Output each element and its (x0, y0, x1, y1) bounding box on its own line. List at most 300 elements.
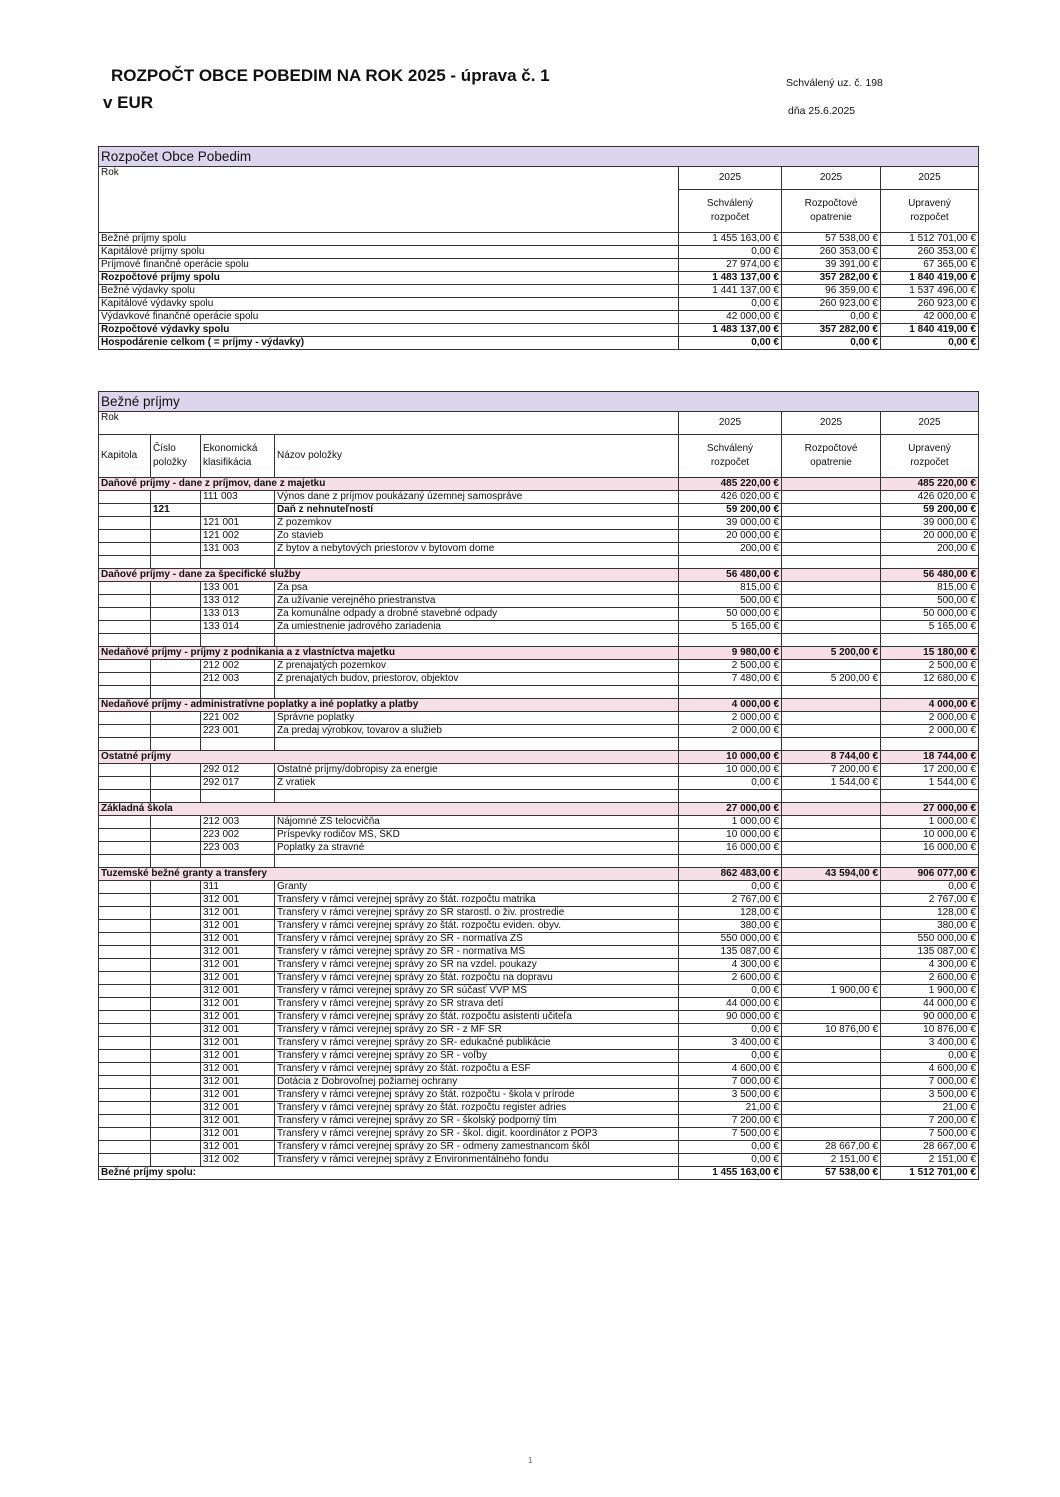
budget-adjustment-value: 57 538,00 € (782, 233, 881, 246)
summary-rok-label: Rok (99, 167, 679, 233)
empty-cell (679, 634, 782, 647)
item-name: Transfery v rámci verejnej správy zo ŠR - z MF SR (275, 1024, 679, 1037)
economic-classification: 312 001 (201, 1011, 275, 1024)
item-number (151, 816, 201, 829)
adjusted-budget-value: 7 200,00 € (881, 1115, 979, 1128)
table-row (99, 712, 979, 725)
budget-adjustment-value (782, 842, 881, 855)
budget-adjustment-value: 1 544,00 € (782, 777, 881, 790)
item-number: 121 (151, 504, 201, 517)
economic-classification: 133 013 (201, 608, 275, 621)
kapitola-cell (99, 959, 151, 972)
approved-budget-value: 50 000,00 € (679, 608, 782, 621)
kapitola-cell (99, 1011, 151, 1024)
spacer-row (99, 686, 979, 699)
economic-classification: 312 001 (201, 1063, 275, 1076)
approved-budget-value: 0,00 € (679, 246, 782, 259)
empty-cell (679, 790, 782, 803)
kapitola-cell (99, 660, 151, 673)
adjusted-budget-value: 67 365,00 € (881, 259, 979, 272)
item-number (151, 777, 201, 790)
kapitola-cell (99, 1154, 151, 1167)
table-row (99, 933, 979, 946)
table-row (99, 233, 979, 246)
economic-classification: 133 012 (201, 595, 275, 608)
economic-classification: 312 001 (201, 972, 275, 985)
adjusted-budget-value: 3 400,00 € (881, 1037, 979, 1050)
economic-classification: 312 001 (201, 1050, 275, 1063)
category-row (99, 751, 979, 764)
adjusted-budget-value: 0,00 € (881, 881, 979, 894)
item-number (151, 1089, 201, 1102)
adjusted-budget-value: 90 000,00 € (881, 1011, 979, 1024)
budget-adjustment-value (782, 803, 881, 816)
adjusted-budget-value: 28 667,00 € (881, 1141, 979, 1154)
economic-classification: 312 001 (201, 1089, 275, 1102)
adjusted-budget-value: 380,00 € (881, 920, 979, 933)
approved-budget-value: 500,00 € (679, 595, 782, 608)
kapitola-cell (99, 712, 151, 725)
approved-budget-value: 4 300,00 € (679, 959, 782, 972)
empty-cell (782, 634, 881, 647)
item-number (151, 621, 201, 634)
table-row (99, 311, 979, 324)
item-name: Príspevky rodičov MŠ, ŠKD (275, 829, 679, 842)
row-label: Kapitálové príjmy spolu (99, 246, 679, 259)
adjusted-budget-value: 56 480,00 € (881, 569, 979, 582)
currency-unit: v EUR (103, 93, 154, 112)
adjusted-budget-value: 260 353,00 € (881, 246, 979, 259)
kapitola-cell (99, 894, 151, 907)
budget-adjustment-value: 2 151,00 € (782, 1154, 881, 1167)
empty-cell (99, 686, 151, 699)
economic-classification: 312 001 (201, 1141, 275, 1154)
budget-adjustment-value: 5 200,00 € (782, 647, 881, 660)
table-row (99, 608, 979, 621)
item-number (151, 959, 201, 972)
item-name: Transfery v rámci verejnej správy zo ŠR - škol. digit. koordinátor z POP3 (275, 1128, 679, 1141)
adjusted-budget-value: 10 876,00 € (881, 1024, 979, 1037)
economic-classification: 312 001 (201, 946, 275, 959)
kapitola-cell (99, 1050, 151, 1063)
adjusted-budget-value: 17 200,00 € (881, 764, 979, 777)
economic-classification: 312 001 (201, 1128, 275, 1141)
approved-budget-value: 0,00 € (679, 777, 782, 790)
budget-adjustment-value (782, 517, 881, 530)
adjusted-budget-value: 260 923,00 € (881, 298, 979, 311)
approved-budget-value: 1 483 137,00 € (679, 324, 782, 337)
budget-adjustment-value: 0,00 € (782, 337, 881, 350)
kapitola-cell (99, 1128, 151, 1141)
item-name: Transfery v rámci verejnej správy zo ŠR- edukačné publikácie (275, 1037, 679, 1050)
table-row (99, 1089, 979, 1102)
budget-adjustment-value (782, 725, 881, 738)
budget-adjustment-value: 5 200,00 € (782, 673, 881, 686)
category-name: Ostatné príjmy (99, 751, 679, 764)
item-number (151, 985, 201, 998)
economic-classification: 111 003 (201, 491, 275, 504)
item-number (151, 1141, 201, 1154)
income-col-header: Schválený rozpočet (679, 435, 782, 478)
table-row (99, 246, 979, 259)
approved-budget-value: 2 000,00 € (679, 725, 782, 738)
budget-adjustment-value (782, 1128, 881, 1141)
adjusted-budget-value: 2 600,00 € (881, 972, 979, 985)
economic-classification: 121 002 (201, 530, 275, 543)
table-row (99, 907, 979, 920)
economic-classification: 212 002 (201, 660, 275, 673)
spacer-row (99, 855, 979, 868)
table-row (99, 1141, 979, 1154)
approved-budget-value: 0,00 € (679, 1141, 782, 1154)
table-row (99, 673, 979, 686)
economic-classification: 292 017 (201, 777, 275, 790)
spacer-row (99, 790, 979, 803)
empty-cell (151, 790, 201, 803)
table-row (99, 725, 979, 738)
budget-adjustment-value (782, 959, 881, 972)
item-name: Transfery v rámci verejnej správy zo ŠR - normatíva MŠ (275, 946, 679, 959)
row-label: Príjmové finančné operácie spolu (99, 259, 679, 272)
adjusted-budget-value: 4 600,00 € (881, 1063, 979, 1076)
row-label: Rozpočtové príjmy spolu (99, 272, 679, 285)
table-row (99, 985, 979, 998)
approved-budget-value: 7 480,00 € (679, 673, 782, 686)
empty-cell (201, 738, 275, 751)
empty-cell (782, 686, 881, 699)
kapitola-cell (99, 1141, 151, 1154)
budget-adjustment-value (782, 569, 881, 582)
item-number (151, 933, 201, 946)
adjusted-budget-value: 1 537 496,00 € (881, 285, 979, 298)
approved-budget-value: 10 000,00 € (679, 829, 782, 842)
row-label: Bežné výdavky spolu (99, 285, 679, 298)
table-row (99, 595, 979, 608)
approved-budget-value: 2 767,00 € (679, 894, 782, 907)
approved-budget-value: 5 165,00 € (679, 621, 782, 634)
kapitola-cell (99, 530, 151, 543)
table-row (99, 324, 979, 337)
adjusted-budget-value: 0,00 € (881, 1050, 979, 1063)
table-row (99, 829, 979, 842)
table-row (99, 1115, 979, 1128)
approved-budget-value: 2 600,00 € (679, 972, 782, 985)
budget-adjustment-value: 357 282,00 € (782, 272, 881, 285)
budget-adjustment-value (782, 1102, 881, 1115)
spacer-row (99, 634, 979, 647)
approved-budget-value: 39 000,00 € (679, 517, 782, 530)
item-name: Za užívanie verejného priestranstva (275, 595, 679, 608)
table-row (99, 1102, 979, 1115)
approved-budget-value: 1 000,00 € (679, 816, 782, 829)
budget-adjustment-value (782, 621, 881, 634)
economic-classification: 312 001 (201, 933, 275, 946)
adjusted-budget-value: 815,00 € (881, 582, 979, 595)
item-number (151, 608, 201, 621)
economic-classification: 311 (201, 881, 275, 894)
item-name: Transfery v rámci verejnej správy zo ŠR - školský podporný tím (275, 1115, 679, 1128)
item-name: Transfery v rámci verejnej správy zo ŠR - normatíva ZŠ (275, 933, 679, 946)
approved-budget-value: 7 000,00 € (679, 1076, 782, 1089)
empty-cell (99, 738, 151, 751)
item-number (151, 725, 201, 738)
economic-classification: 312 001 (201, 1037, 275, 1050)
item-name: Transfery v rámci verejnej správy zo štát. rozpočtu - škola v prírode (275, 1089, 679, 1102)
row-label: Kapitálové výdavky spolu (99, 298, 679, 311)
approved-budget-value: 44 000,00 € (679, 998, 782, 1011)
approval-resolution: Schválený uz. č. 198 (786, 77, 883, 89)
kapitola-cell (99, 1063, 151, 1076)
approved-budget-value: 90 000,00 € (679, 1011, 782, 1024)
table-row (99, 1063, 979, 1076)
item-name: Transfery v rámci verejnej správy zo štát. rozpočtu a ESF (275, 1063, 679, 1076)
adjusted-budget-value: 1 900,00 € (881, 985, 979, 998)
empty-cell (881, 790, 979, 803)
item-number (151, 673, 201, 686)
budget-adjustment-value: 260 353,00 € (782, 246, 881, 259)
approved-budget-value: 0,00 € (679, 985, 782, 998)
summary-title: Rozpočet Obce Pobedim (99, 147, 979, 167)
empty-cell (881, 556, 979, 569)
category-row (99, 647, 979, 660)
adjusted-budget-value: 5 165,00 € (881, 621, 979, 634)
adjusted-budget-value: 12 680,00 € (881, 673, 979, 686)
item-name: Z pozemkov (275, 517, 679, 530)
table-row (99, 530, 979, 543)
kapitola-cell (99, 621, 151, 634)
item-name: Z prenajatých budov, priestorov, objektov (275, 673, 679, 686)
adjusted-budget-value: 3 500,00 € (881, 1089, 979, 1102)
budget-adjustment-value: 260 923,00 € (782, 298, 881, 311)
item-name: Transfery v rámci verejnej správy zo štát. rozpočtu register adries (275, 1102, 679, 1115)
income-title: Bežné príjmy (99, 392, 979, 412)
kapitola-cell (99, 816, 151, 829)
adjusted-budget-value: 550 000,00 € (881, 933, 979, 946)
adjusted-budget-value: 426 020,00 € (881, 491, 979, 504)
adjusted-budget-value: 1 512 701,00 € (881, 233, 979, 246)
table-row (99, 298, 979, 311)
kapitola-cell (99, 842, 151, 855)
adjusted-budget-value: 10 000,00 € (881, 829, 979, 842)
empty-cell (881, 634, 979, 647)
adjusted-budget-value: 15 180,00 € (881, 647, 979, 660)
approved-budget-value: 9 980,00 € (679, 647, 782, 660)
adjusted-budget-value: 20 000,00 € (881, 530, 979, 543)
table-row (99, 491, 979, 504)
adjusted-budget-value: 1 840 419,00 € (881, 272, 979, 285)
kapitola-cell (99, 582, 151, 595)
col-ekonomicka-klasifikacia: Ekonomická klasifikácia (201, 435, 275, 478)
category-name: Tuzemské bežné granty a transfery (99, 868, 679, 881)
adjusted-budget-value: 42 000,00 € (881, 311, 979, 324)
adjusted-budget-value: 906 077,00 € (881, 868, 979, 881)
table-row (99, 337, 979, 350)
approved-budget-value: 0,00 € (679, 337, 782, 350)
table-row (99, 660, 979, 673)
adjusted-budget-value: 50 000,00 € (881, 608, 979, 621)
approved-budget-value: 0,00 € (679, 881, 782, 894)
budget-adjustment-value (782, 491, 881, 504)
table-row (99, 1128, 979, 1141)
item-name: Správne poplatky (275, 712, 679, 725)
summary-col-header: Schválený rozpočet (679, 190, 782, 233)
economic-classification: 223 003 (201, 842, 275, 855)
empty-cell (275, 634, 679, 647)
kapitola-cell (99, 933, 151, 946)
item-number (151, 881, 201, 894)
budget-adjustment-value (782, 829, 881, 842)
summary-col-header: Rozpočtové opatrenie (782, 190, 881, 233)
item-number (151, 842, 201, 855)
table-row (99, 1011, 979, 1024)
adjusted-budget-value: 500,00 € (881, 595, 979, 608)
item-number (151, 998, 201, 1011)
budget-adjustment-value (782, 1050, 881, 1063)
empty-cell (151, 634, 201, 647)
income-year: 2025 (881, 412, 979, 435)
budget-adjustment-value (782, 881, 881, 894)
income-col-header: Upravený rozpočet (881, 435, 979, 478)
economic-classification: 312 002 (201, 1154, 275, 1167)
item-name: Za umiestnenie jadrového zariadenia (275, 621, 679, 634)
item-number (151, 1128, 201, 1141)
kapitola-cell (99, 985, 151, 998)
item-name: Transfery v rámci verejnej správy z Environmentálneho fondu (275, 1154, 679, 1167)
kapitola-cell (99, 1024, 151, 1037)
item-name: Transfery v rámci verejnej správy zo ŠR - voľby (275, 1050, 679, 1063)
budget-adjustment-value: 57 538,00 € (782, 1167, 881, 1180)
item-number (151, 1011, 201, 1024)
item-name: Poplatky za stravné (275, 842, 679, 855)
budget-adjustment-value (782, 595, 881, 608)
item-number (151, 894, 201, 907)
table-row (99, 582, 979, 595)
empty-cell (881, 855, 979, 868)
item-name: Transfery v rámci verejnej správy zo štát. rozpočtu asistenti učiteľa (275, 1011, 679, 1024)
budget-adjustment-value (782, 608, 881, 621)
empty-cell (275, 738, 679, 751)
table-row (99, 259, 979, 272)
budget-adjustment-value: 96 359,00 € (782, 285, 881, 298)
empty-cell (99, 790, 151, 803)
economic-classification: 223 001 (201, 725, 275, 738)
row-label: Výdavkové finančné operácie spolu (99, 311, 679, 324)
item-name: Výnos dane z príjmov poukázaný územnej samospráve (275, 491, 679, 504)
item-name: Daň z nehnuteľností (275, 504, 679, 517)
item-number (151, 907, 201, 920)
empty-cell (151, 686, 201, 699)
adjusted-budget-value: 485 220,00 € (881, 478, 979, 491)
adjusted-budget-value: 2 767,00 € (881, 894, 979, 907)
table-row (99, 842, 979, 855)
table-row (99, 894, 979, 907)
summary-year: 2025 (881, 167, 979, 190)
approved-budget-value: 10 000,00 € (679, 764, 782, 777)
item-name: Ostatné príjmy/dobropisy za energie (275, 764, 679, 777)
table-row (99, 504, 979, 517)
budget-adjustment-value (782, 946, 881, 959)
table-row (99, 777, 979, 790)
economic-classification: 133 001 (201, 582, 275, 595)
kapitola-cell (99, 946, 151, 959)
kapitola-cell (99, 543, 151, 556)
budget-adjustment-value: 1 900,00 € (782, 985, 881, 998)
category-row (99, 868, 979, 881)
economic-classification: 131 003 (201, 543, 275, 556)
item-number (151, 1024, 201, 1037)
adjusted-budget-value: 1 512 701,00 € (881, 1167, 979, 1180)
kapitola-cell (99, 881, 151, 894)
item-name: Granty (275, 881, 679, 894)
table-row (99, 621, 979, 634)
approved-budget-value: 815,00 € (679, 582, 782, 595)
adjusted-budget-value: 2 151,00 € (881, 1154, 979, 1167)
item-number (151, 829, 201, 842)
category-name: Daňové príjmy - dane z príjmov, dane z majetku (99, 478, 679, 491)
summary-year: 2025 (679, 167, 782, 190)
table-row (99, 1037, 979, 1050)
budget-adjustment-value: 39 391,00 € (782, 259, 881, 272)
table-row (99, 517, 979, 530)
item-number (151, 712, 201, 725)
economic-classification: 223 002 (201, 829, 275, 842)
approved-budget-value: 27 000,00 € (679, 803, 782, 816)
empty-cell (782, 790, 881, 803)
item-name: Transfery v rámci verejnej správy zo štát. rozpočtu eviden. obyv. (275, 920, 679, 933)
budget-adjustment-value (782, 1011, 881, 1024)
table-row (99, 285, 979, 298)
empty-cell (201, 634, 275, 647)
approved-budget-value: 20 000,00 € (679, 530, 782, 543)
budget-adjustment-value (782, 816, 881, 829)
table-row (99, 272, 979, 285)
adjusted-budget-value: 2 500,00 € (881, 660, 979, 673)
item-number (151, 1037, 201, 1050)
budget-adjustment-value: 28 667,00 € (782, 1141, 881, 1154)
approved-budget-value: 3 500,00 € (679, 1089, 782, 1102)
spacer-row (99, 738, 979, 751)
category-name: Daňové príjmy - dane za špecifické služby (99, 569, 679, 582)
approved-budget-value: 2 500,00 € (679, 660, 782, 673)
income-rok-label: Rok (99, 412, 679, 435)
approved-budget-value: 27 974,00 € (679, 259, 782, 272)
approved-budget-value: 7 500,00 € (679, 1128, 782, 1141)
table-row (99, 1024, 979, 1037)
row-label: Bežné príjmy spolu (99, 233, 679, 246)
adjusted-budget-value: 21,00 € (881, 1102, 979, 1115)
item-name: Transfery v rámci verejnej správy zo štát. rozpočtu matrika (275, 894, 679, 907)
row-label: Rozpočtové výdavky spolu (99, 324, 679, 337)
empty-cell (99, 855, 151, 868)
adjusted-budget-value: 1 840 419,00 € (881, 324, 979, 337)
approved-budget-value: 10 000,00 € (679, 751, 782, 764)
empty-cell (275, 556, 679, 569)
item-name: Za psa (275, 582, 679, 595)
budget-adjustment-value (782, 972, 881, 985)
adjusted-budget-value: 27 000,00 € (881, 803, 979, 816)
economic-classification: 312 001 (201, 1102, 275, 1115)
budget-adjustment-value (782, 712, 881, 725)
economic-classification: 312 001 (201, 1024, 275, 1037)
economic-classification: 312 001 (201, 985, 275, 998)
empty-cell (201, 686, 275, 699)
item-name: Z bytov a nebytových priestorov v bytovom dome (275, 543, 679, 556)
row-label: Hospodárenie celkom ( = príjmy - výdavky) (99, 337, 679, 350)
kapitola-cell (99, 491, 151, 504)
approved-budget-value: 4 600,00 € (679, 1063, 782, 1076)
approved-budget-value: 0,00 € (679, 298, 782, 311)
kapitola-cell (99, 972, 151, 985)
